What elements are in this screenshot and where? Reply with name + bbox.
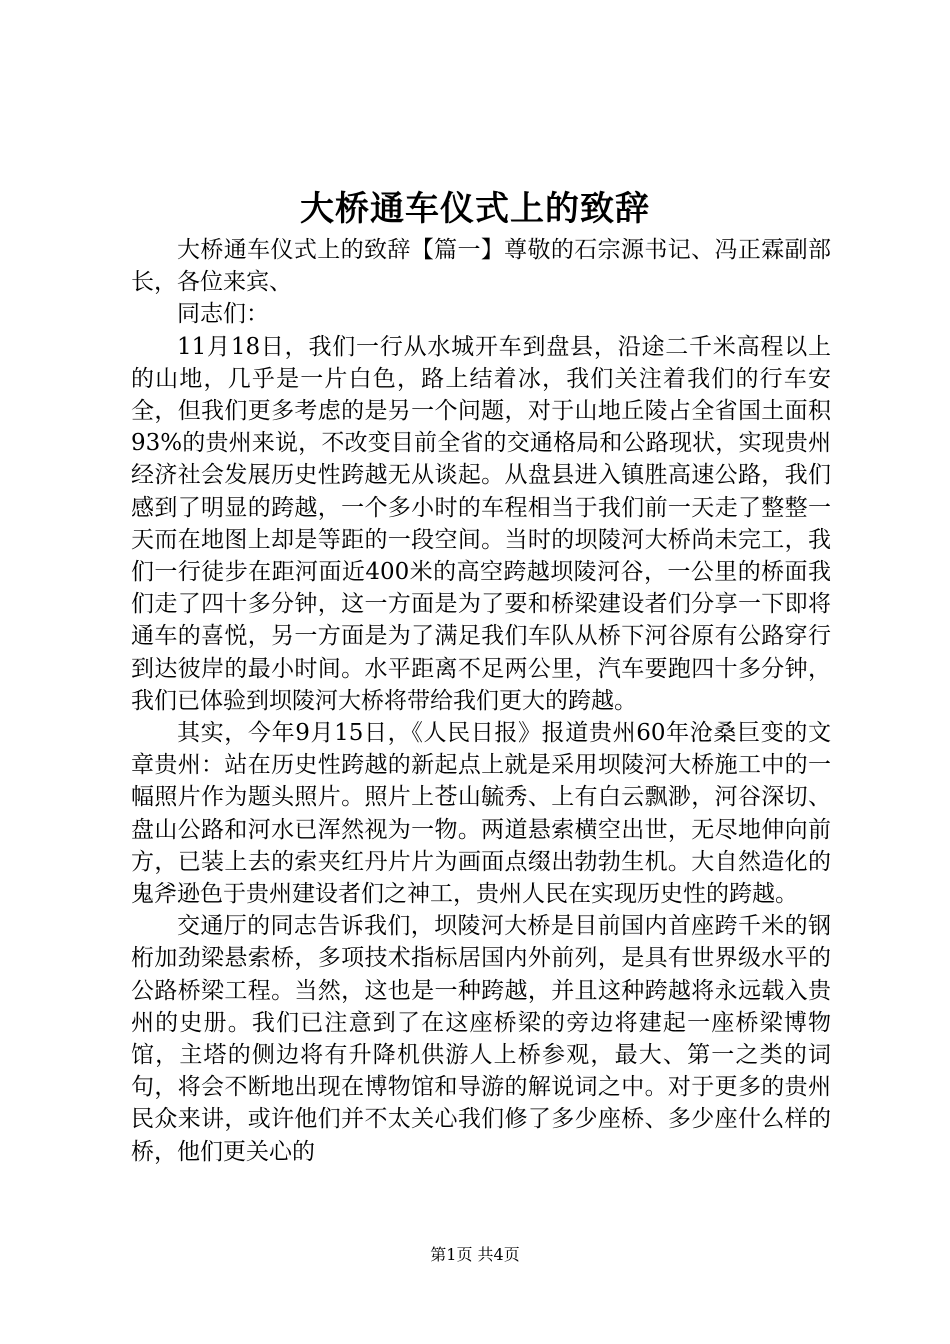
paragraph-1: 大桥通车仪式上的致辞【篇一】尊敬的石宗源书记、冯正霖副部长，各位来宾、 [131,237,831,296]
page-footer: 第1页 共4页 [430,1245,520,1264]
document-body [131,234,831,1168]
paragraph-5: 交通厅的同志告诉我们，坝陵河大桥是目前国内首座跨千米的钢桁加劲梁悬索桥，多项技术指标居国内外前列，是具有世界级水平的公路桥梁工程。当然，这也是一种跨越，并且这种跨越将永远载入贵州的史册。我们已注意到了在这座桥梁的旁边将建起一座桥梁博物馆，主塔的侧边将有升降机供游人上桥参观，最大、第一之类的词句，将会不断地出现在博物馆和导游的解说词之中。对于更多的贵州民众来讲，或许他们并不太关心我们修了多少座桥、多少座什么样的桥，他们更关心的 [131,913,831,1165]
paragraph-4: 其实，今年9月15日，《人民日报》报道贵州60年沧桑巨变的文章贵州：站在历史性跨越的新起点上就是采用坝陵河大桥施工中的一幅照片作为题头照片。照片上苍山毓秀、上有白云飘渺，河谷深切、盘山公路和河水已浑然视为一物。两道悬索横空出世，无尽地伸向前方，已装上去的索夹红丹片片为画面点缀出勃勃生机。大自然造化的鬼斧逊色于贵州建设者们之神工，贵州人民在实现历史性的跨越。 [131,720,831,908]
document-title: 大桥通车仪式上的致辞 [300,189,650,229]
paragraph-3: 11月18日，我们一行从水城开车到盘县，沿途二千米高程以上的山地，几乎是一片白色，路上结着冰，我们关注着我们的行车安全，但我们更多考虑的是另一个问题，对于山地丘陵占全省国土面积93%的贵州来说，不改变目前全省的交通格局和公路现状，实现贵州经济社会发展历史性跨越无从谈起。从盘县进入镇胜高速公路，我们感到了明显的跨越，一个多小时的车程相当于我们前一天走了整整一天而在地图上却是等距的一段空间。当时的坝陵河大桥尚未完工，我们一行徒步在距河面近400米的高空跨越坝陵河谷，一公里的桥面我们走了四十多分钟，这一方面是为了要和桥梁建设者们分享一下即将通车的喜悦，另一方面是为了满足我们车队从桥下河谷原有公路穿行到达彼岸的最小时间。水平距离不足两公里，汽车要跑四十多分钟，我们已体验到坝陵河大桥将带给我们更大的跨越。 [131,333,831,714]
paragraph-2: 同志们： [177,301,269,328]
